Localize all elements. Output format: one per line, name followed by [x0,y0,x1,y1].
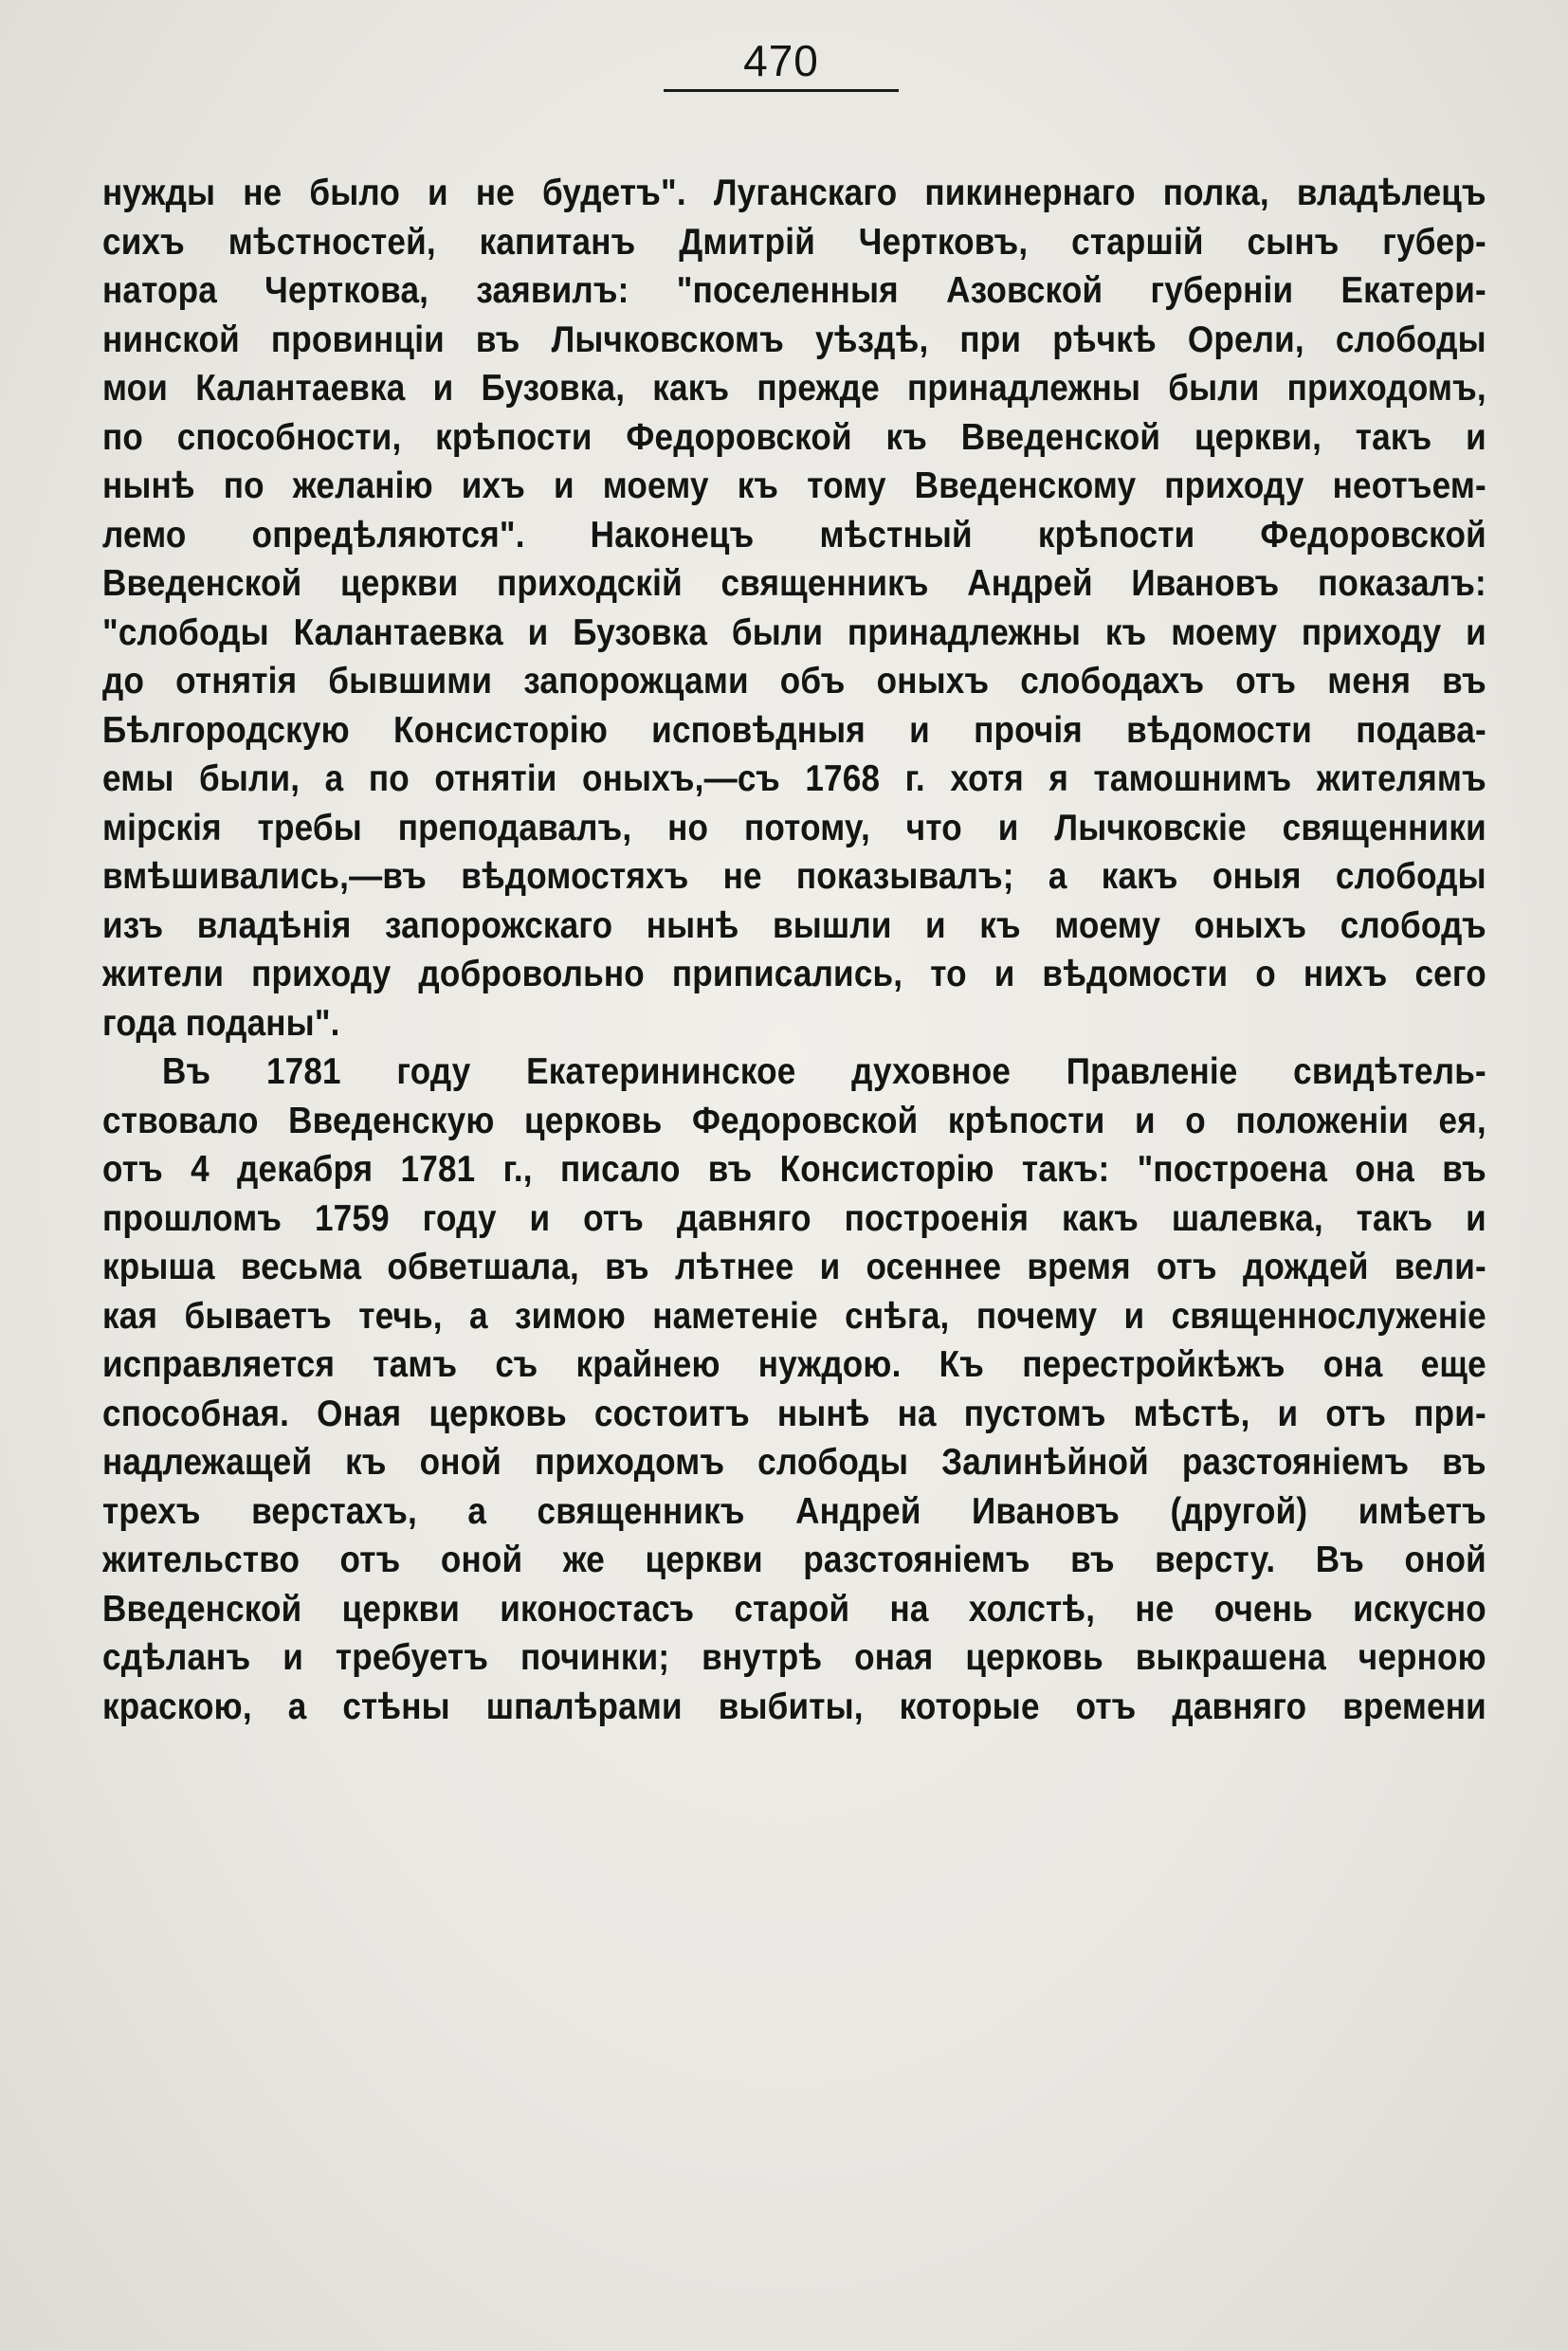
text-line: Введенской церкви иконостасъ старой на холстѣ, не очень искусно [102,1588,1486,1630]
text-line: кая бываетъ течь, а зимою наметеніе снѣга, почему и священнослуженіе [102,1295,1486,1337]
text-line: мои Калантаевка и Бузовка, какъ прежде принадлежны были приходомъ, [102,368,1486,409]
text-line: жительство отъ оной же церкви разстояніемъ въ версту. Въ оной [102,1540,1486,1580]
text-line: надлежащей къ оной приходомъ слободы Залинѣйной разстояніемъ въ [102,1442,1486,1483]
text-line: "слободы Калантаевка и Бузовка были принадлежны къ моему приходу и [102,611,1486,653]
text-line: краскою, а стѣны шпалѣрами выбиты, которые отъ давняго времени [102,1686,1486,1727]
text-line: способная. Оная церковь состоитъ нынѣ на пустомъ мѣстѣ, и отъ при- [102,1393,1486,1434]
text-line: ствовало Введенскую церковь Федоровской крѣпости и о положеніи ея, [102,1100,1486,1141]
text-line: нынѣ по желанію ихъ и моему къ тому Введенскому приходу неотъем- [102,465,1486,506]
text-line: сихъ мѣстностей, капитанъ Дмитрій Чертковъ, старшій сынъ губер- [102,221,1486,263]
body-text [102,169,1486,1731]
text-line: изъ владѣнія запорожскаго нынѣ вышли и къ моему оныхъ слободъ [102,904,1486,946]
text-line: вмѣшивались,—въ вѣдомостяхъ не показывалъ; а какъ оныя слободы [102,856,1486,897]
text-line: крыша весьма обветшала, въ лѣтнее и осеннее время отъ дождей вели- [102,1247,1486,1287]
text-line: года поданы". [102,1002,340,1044]
text-line: по способности, крѣпости Федоровской къ Введенской церкви, такъ и [102,416,1486,458]
text-line: жители приходу добровольно приписались, то и вѣдомости о нихъ сего [102,954,1486,994]
text-line: нужды не было и не будетъ". Луганскаго пикинернаго полка, владѣлецъ [102,173,1486,213]
text-line: мірскія требы преподавалъ, но потому, что и Лычковскіе священники [102,807,1486,848]
text-line: натора Черткова, заявилъ: "поселенныя Азовской губерніи Екатери- [102,270,1486,311]
header-rule [664,89,899,92]
text-line: лемо опредѣляются". Наконецъ мѣстный крѣпости Федоровской [102,514,1486,556]
text-line: до отнятія бывшими запорожцами объ оныхъ слободахъ отъ меня въ [102,661,1486,702]
text-line: емы были, а по отнятіи оныхъ,—съ 1768 г. хотя я тамошнимъ жителямъ [102,758,1486,799]
paragraph-1 [102,169,1486,1048]
page-number: 470 [743,36,819,85]
text-line: Въ 1781 году Екатерининское духовное Правленіе свидѣтель- [162,1051,1486,1092]
page-header [664,34,899,92]
text-line: Введенской церкви приходскій священникъ Андрей Ивановъ показалъ: [102,563,1486,604]
text-line: трехъ верстахъ, а священникъ Андрей Ивановъ (другой) имѣетъ [102,1490,1486,1532]
paragraph-2 [102,1048,1486,1731]
text-line: прошломъ 1759 году и отъ давняго построенія какъ шалевка, такъ и [102,1197,1486,1239]
text-line: сдѣланъ и требуетъ починки; внутрѣ оная церковь выкрашена черною [102,1637,1486,1678]
text-line: отъ 4 декабря 1781 г., писало въ Консисторію такъ: "построена она въ [102,1149,1486,1190]
text-line: исправляется тамъ съ крайнею нуждою. Къ перестройкѣжъ она еще [102,1344,1486,1385]
text-line: нинской провинціи въ Лычковскомъ уѣздѣ, при рѣчкѣ Орели, слободы [102,319,1486,360]
text-line: Бѣлгородскую Консисторію исповѣдныя и прочія вѣдомости подава- [102,709,1486,751]
